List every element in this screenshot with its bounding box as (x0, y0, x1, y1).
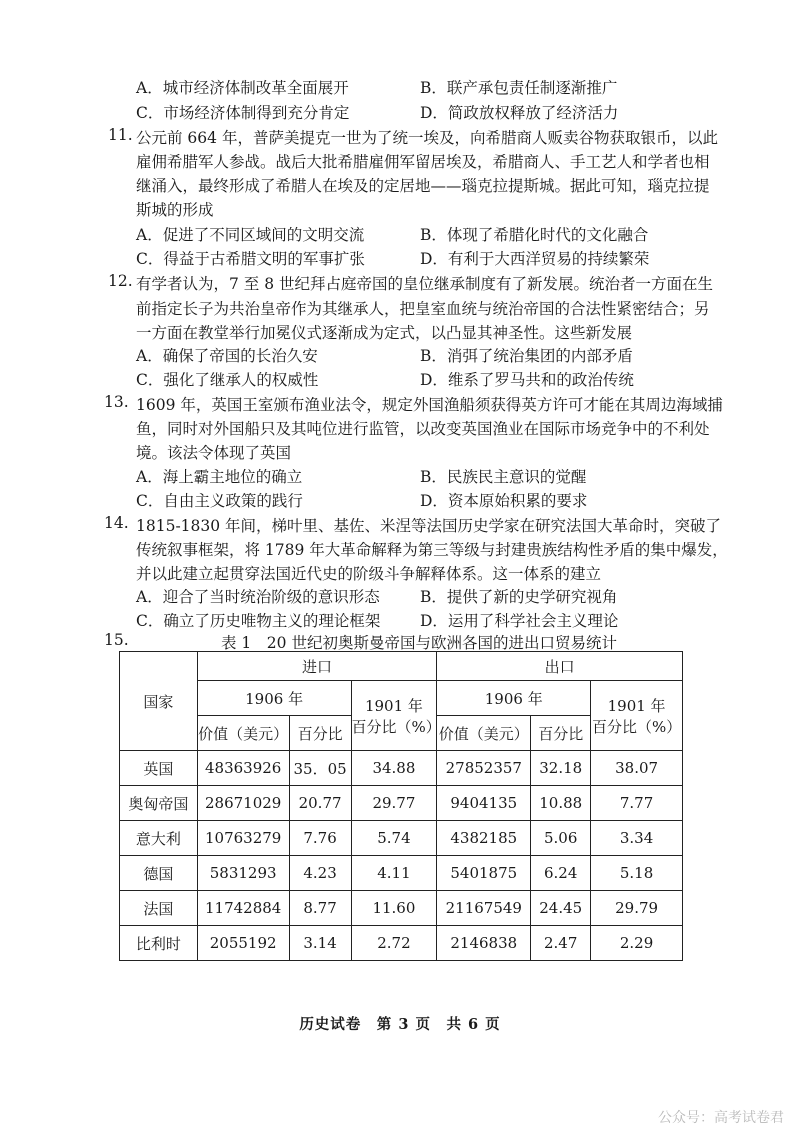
cell-export-value: 27852357 (437, 751, 531, 786)
cell-export-1901: 29.79 (591, 891, 683, 926)
cell-import-pct: 8.77 (289, 891, 351, 926)
q14-option-d: D．运用了科学社会主义理论 (420, 612, 619, 630)
q13-option-c: C．自由主义政策的践行 (136, 492, 303, 510)
cell-import-1901: 4.11 (351, 856, 437, 891)
q11-line-3: 继涌入，最终形成了希腊人在埃及的定居地——瑙克拉提斯城。据此可知，瑙克拉提 (136, 177, 710, 195)
q11-line-1: 公元前 664 年，普萨美提克一世为了统一埃及，向希腊商人贩卖谷物获取银币，以此 (136, 129, 718, 147)
table-row (120, 821, 683, 856)
cell-import-1901: 2.72 (351, 926, 437, 961)
q11-number: 11. (108, 126, 133, 144)
cell-export-value: 21167549 (437, 891, 531, 926)
cell-import-1901: 34.88 (351, 751, 437, 786)
header-import-value: 价值（美元） (197, 716, 289, 751)
cell-country: 奥匈帝国 (120, 786, 198, 821)
cell-country: 法国 (120, 891, 198, 926)
cell-country: 比利时 (120, 926, 198, 961)
q14-line-3: 并以此建立起贯穿法国近代史的阶级斗争解释体系。这一体系的建立 (136, 565, 602, 583)
cell-import-pct: 35．05 (289, 751, 351, 786)
q14-option-b: B．提供了新的史学研究视角 (420, 588, 618, 606)
q10-option-c: C．市场经济体制得到充分肯定 (136, 104, 350, 122)
cell-import-value: 5831293 (197, 856, 289, 891)
cell-export-pct: 24.45 (531, 891, 591, 926)
table-header-row-2 (120, 681, 683, 716)
cell-import-value: 10763279 (197, 821, 289, 856)
watermark: 公众号：高考试卷君 (658, 1110, 784, 1126)
q13-option-b: B．民族民主意识的觉醒 (420, 468, 587, 486)
cell-export-value: 2146838 (437, 926, 531, 961)
q12-line-3: 一方面在教堂举行加冕仪式逐渐成为定式，以凸显其神圣性。这些新发展 (136, 324, 633, 342)
q13-line-3: 境。该法令体现了英国 (136, 444, 292, 462)
page-footer: 历史试卷 第 3 页 共 6 页 (299, 1016, 501, 1033)
cell-import-1901: 5.74 (351, 821, 437, 856)
cell-country: 德国 (120, 856, 198, 891)
q10-option-a: A．城市经济体制改革全面展开 (136, 79, 349, 97)
cell-export-pct: 32.18 (531, 751, 591, 786)
q11-option-a: A．促进了不同区域间的文明交流 (136, 226, 365, 244)
cell-export-pct: 2.47 (531, 926, 591, 961)
q10-option-d-wrap (420, 101, 618, 123)
q12-option-b: B．消弭了统治集团的内部矛盾 (420, 347, 633, 365)
cell-import-value: 28671029 (197, 786, 289, 821)
q11-option-b: B．体现了希腊化时代的文化融合 (420, 226, 649, 244)
table-row (120, 891, 683, 926)
q12-option-d: D．维系了罗马共和的政治传统 (420, 371, 634, 389)
q14-line-1: 1815-1830 年间，梯叶里、基佐、米涅等法国历史学家在研究法国大革命时，突破了 (136, 517, 722, 535)
header-export: 出口 (437, 652, 683, 681)
q13-number: 13. (104, 393, 129, 411)
header-import-1901: 1901 年 (364, 696, 423, 715)
header-import-1901-pct: 百分比（%） (351, 717, 441, 736)
cell-import-pct: 4.23 (289, 856, 351, 891)
header-export-value: 价值（美元） (437, 716, 531, 751)
q12-line-1: 有学者认为，7 至 8 世纪拜占庭帝国的皇位继承制度有了新发展。统治者一方面在生 (136, 275, 714, 293)
q15-number: 15. (104, 631, 129, 649)
q14-option-a: A．迎合了当时统治阶级的意识形态 (136, 588, 380, 606)
header-export-1901-pct: 百分比（%） (591, 717, 682, 736)
q11-option-c: C．得益于古希腊文明的军事扩张 (136, 250, 365, 268)
q10-options-row1 (136, 76, 349, 98)
cell-country: 意大利 (120, 821, 198, 856)
cell-import-value: 2055192 (197, 926, 289, 961)
cell-country: 英国 (120, 751, 198, 786)
q13-line-2: 鱼，同时对外国船只及其吨位进行监管，以改变英国渔业在国际市场竞争中的不利处 (136, 420, 710, 438)
cell-export-1901: 38.07 (591, 751, 683, 786)
cell-import-pct: 7.76 (289, 821, 351, 856)
cell-import-pct: 3.14 (289, 926, 351, 961)
cell-export-pct: 6.24 (531, 856, 591, 891)
header-export-1906: 1906 年 (437, 681, 591, 716)
cell-export-value: 4382185 (437, 821, 531, 856)
cell-export-1901: 7.77 (591, 786, 683, 821)
q12-line-2: 前指定长子为共治皇帝作为其继承人，把皇室血统与统治帝国的合法性紧密结合；另 (136, 300, 710, 318)
q13-option-a: A．海上霸主地位的确立 (136, 468, 303, 486)
header-export-1901: 1901 年 (607, 696, 666, 715)
q12-option-a: A．确保了帝国的长治久安 (136, 347, 318, 365)
q10-option-d: D．简政放权释放了经济活力 (420, 104, 619, 122)
cell-export-1901: 5.18 (591, 856, 683, 891)
header-import-1906: 1906 年 (197, 681, 351, 716)
header-import-1901-cell (351, 681, 441, 751)
cell-export-value: 9404135 (437, 786, 531, 821)
cell-import-1901: 29.77 (351, 786, 437, 821)
table-header-row-1 (120, 652, 683, 681)
header-country: 国家 (120, 652, 198, 751)
q11-line-4: 斯城的形成 (136, 201, 214, 219)
header-import: 进口 (197, 652, 437, 681)
cell-import-pct: 20.77 (289, 786, 351, 821)
cell-import-1901: 11.60 (351, 891, 437, 926)
q12-number: 12. (108, 272, 133, 290)
table-row (120, 751, 683, 786)
cell-export-1901: 3.34 (591, 821, 683, 856)
q10-option-b: B．联产承包责任制逐渐推广 (420, 79, 618, 97)
cell-import-value: 11742884 (197, 891, 289, 926)
q11-line-2: 雇佣希腊军人参战。战后大批希腊雇佣军留居埃及，希腊商人、手工艺人和学者也相 (136, 153, 710, 171)
table-row (120, 856, 683, 891)
cell-export-pct: 5.06 (531, 821, 591, 856)
q14-line-2: 传统叙事框架，将 1789 年大革命解释为第三等级与封建贵族结构性矛盾的集中爆发， (136, 541, 728, 559)
q13-option-d: D．资本原始积累的要求 (420, 492, 588, 510)
header-import-percent: 百分比 (289, 716, 351, 751)
q10-options-row2 (136, 101, 349, 123)
trade-table (119, 651, 683, 961)
table-row (120, 786, 683, 821)
q15-table-title: 表 1 20 世纪初奥斯曼帝国与欧洲各国的进出口贸易统计 (221, 634, 617, 652)
cell-export-1901: 2.29 (591, 926, 683, 961)
cell-export-value: 5401875 (437, 856, 531, 891)
cell-export-pct: 10.88 (531, 786, 591, 821)
table-row (120, 926, 683, 961)
header-export-percent: 百分比 (531, 716, 591, 751)
q14-number: 14. (104, 514, 129, 532)
q13-line-1: 1609 年，英国王室颁布渔业法令，规定外国渔船须获得英方许可才能在其周边海域捕 (136, 396, 723, 414)
q12-option-c: C．强化了继承人的权威性 (136, 371, 319, 389)
q11-option-d: D．有利于大西洋贸易的持续繁荣 (420, 250, 650, 268)
header-export-1901-cell (591, 681, 683, 751)
cell-import-value: 48363926 (197, 751, 289, 786)
q14-option-c: C．确立了历史唯物主义的理论框架 (136, 612, 381, 630)
q10-option-b-wrap (420, 76, 617, 98)
